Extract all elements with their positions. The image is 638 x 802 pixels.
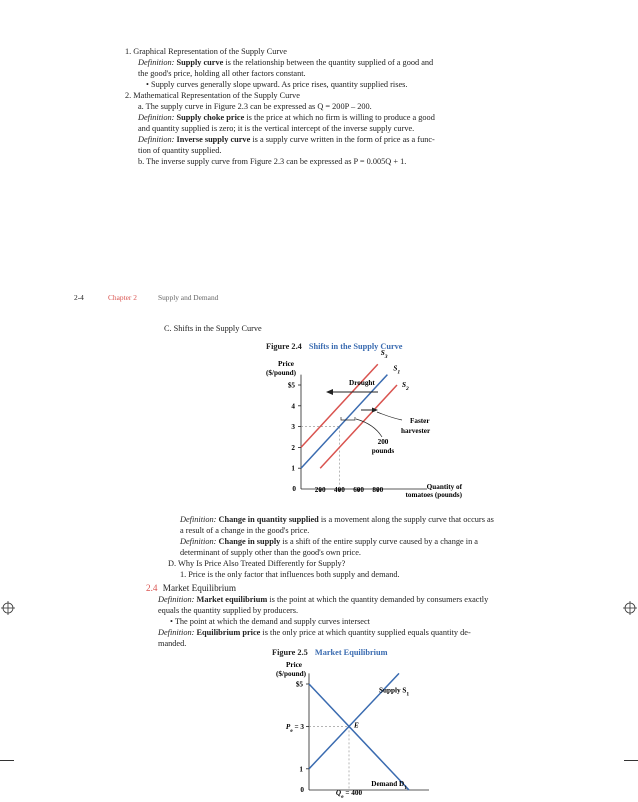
pounds-label-2: pounds xyxy=(371,447,395,455)
fig24-xlabel-2: tomatoes (pounds) xyxy=(405,491,462,499)
fig25-ylabel-2: ($/pound) xyxy=(276,670,306,678)
faster-leader xyxy=(377,412,402,420)
series-label-s1: $S_1$ xyxy=(393,364,401,376)
item-2b: b. The inverse supply curve from Figure 2.3 can be expressed as P = 0.005Q + 1. xyxy=(138,157,407,166)
pounds-label-1: 200 xyxy=(377,438,389,446)
bullet-slope: • Supply curves generally slope upward. As price rises, quantity supplied rises. xyxy=(146,80,408,89)
fig24-ylabel-1: Price xyxy=(278,360,294,368)
item-2a: a. The supply curve in Figure 2.3 can be expressed as Q = 200P – 200. xyxy=(138,102,372,111)
question-d: D. Why Is Price Also Treated Differently for Supply? xyxy=(168,559,346,568)
definition-choke-price: Definition: Supply choke price is the price at which no firm is willing to produce a good xyxy=(138,113,435,122)
definition-change-qty-supplied-cont: a result of a change in the good's price. xyxy=(180,526,310,535)
series-line-s2 xyxy=(320,385,397,468)
fig25-ylabel-1: Price xyxy=(286,661,302,669)
fig24-origin-label: 0 xyxy=(292,485,296,493)
bullet-intersect: • The point at which the demand and supply curves intersect xyxy=(170,617,370,626)
definition-market-equilibrium-cont: equals the quantity supplied by producers. xyxy=(158,606,299,615)
fig25-axes xyxy=(306,673,429,790)
chapter-label: Chapter 2 xyxy=(108,293,137,302)
series-line-demand-d1 xyxy=(309,684,409,790)
pounds-leader xyxy=(356,419,382,437)
question-d-1: 1. Price is the only factor that influences both supply and demand. xyxy=(180,570,400,579)
fig24-x-tick-label: 200 xyxy=(314,486,326,494)
definition-choke-price-cont: and quantity supplied is zero; it is the vertical intercept of the inverse supply curve. xyxy=(138,124,415,133)
fig24-y-tick-label: $5 xyxy=(287,381,295,390)
drought-label: Drought xyxy=(349,379,375,387)
item-2: 2. Mathematical Representation of the Supply Curve xyxy=(125,91,300,100)
fig24-x-tick-label: 400 xyxy=(334,486,345,494)
page-number: 2-4 xyxy=(74,293,84,302)
figure-2-4-caption: Figure 2.4 Shifts in the Supply Curve xyxy=(266,342,403,351)
chapter-title: Supply and Demand xyxy=(158,293,219,302)
definition-equilibrium-price: Definition: Equilibrium price is the only price at which quantity supplied equals quantity de- xyxy=(158,628,471,637)
fig25-equilibrium-label: E xyxy=(354,721,359,730)
item-1: 1. Graphical Representation of the Supply Curve xyxy=(125,47,287,56)
fig24-x-tick-label: 800 xyxy=(372,486,384,494)
series-label-demand-d1: Demand $D_1$ xyxy=(371,780,407,791)
fig25-y-tick-label: 1 xyxy=(299,765,303,774)
fig25-labels xyxy=(286,681,410,801)
section-2-4-heading: 2.4 Market Equilibrium xyxy=(146,583,237,593)
definition-equilibrium-price-cont: manded. xyxy=(158,639,187,648)
fig24-ylabel-2: ($/pound) xyxy=(266,369,296,377)
fig24-xlabel-1: Quantity of xyxy=(426,483,462,491)
fig25-y-tick-label: $5 xyxy=(295,680,303,689)
crop-mark-right xyxy=(624,760,638,761)
series-label-s3: $S_3$ xyxy=(380,349,388,361)
definition-change-qty-supplied: Definition: Change in quantity supplied is a movement along the supply curve that occurs as xyxy=(180,515,494,524)
definition-supply-curve-cont: the good's price, holding all other factors constant. xyxy=(138,69,306,78)
fig25-origin-label: 0 xyxy=(300,786,304,794)
registration-mark-left-icon xyxy=(0,600,16,616)
fig25-pe-label: $P_e = 3$ xyxy=(285,722,304,734)
figure-2-5-caption: Figure 2.5 Market Equilibrium xyxy=(272,648,388,657)
fig24-ticks xyxy=(288,382,384,495)
crop-mark-left xyxy=(0,760,14,761)
faster-label-2: harvester xyxy=(401,427,431,435)
registration-mark-right-icon xyxy=(622,600,638,616)
fig24-y-tick-label: 2 xyxy=(291,443,295,452)
fig24-x-tick-label: 600 xyxy=(353,486,364,494)
definition-inverse-supply: Definition: Inverse supply curve is a supply curve written in the form of price as a func- xyxy=(138,135,435,144)
fig24-y-tick-label: 1 xyxy=(291,464,295,473)
fig25-qe-label: $Q_e = 400$ xyxy=(335,789,363,800)
fig24-y-tick-label: 4 xyxy=(291,402,295,411)
definition-change-supply: Definition: Change in supply is a shift of the entire supply curve caused by a change in a xyxy=(180,537,478,546)
definition-market-equilibrium: Definition: Market equilibrium is the point at which the quantity demanded by consumers exactly xyxy=(158,595,489,604)
faster-label-1: Faster xyxy=(410,417,430,425)
definition-change-supply-cont: determinant of supply other than the good's own price. xyxy=(180,548,361,557)
series-label-s2: $S_2$ xyxy=(402,381,409,392)
section-c-heading: C. Shifts in the Supply Curve xyxy=(164,324,262,333)
fig24-y-tick-label: 3 xyxy=(291,423,295,432)
definition-supply-curve: Definition: Supply curve is the relationship between the quantity supplied of a good and xyxy=(138,58,434,67)
series-label-supply-s1: Supply $S_1$ xyxy=(379,686,410,698)
definition-inverse-supply-cont: tion of quantity supplied. xyxy=(138,146,222,155)
